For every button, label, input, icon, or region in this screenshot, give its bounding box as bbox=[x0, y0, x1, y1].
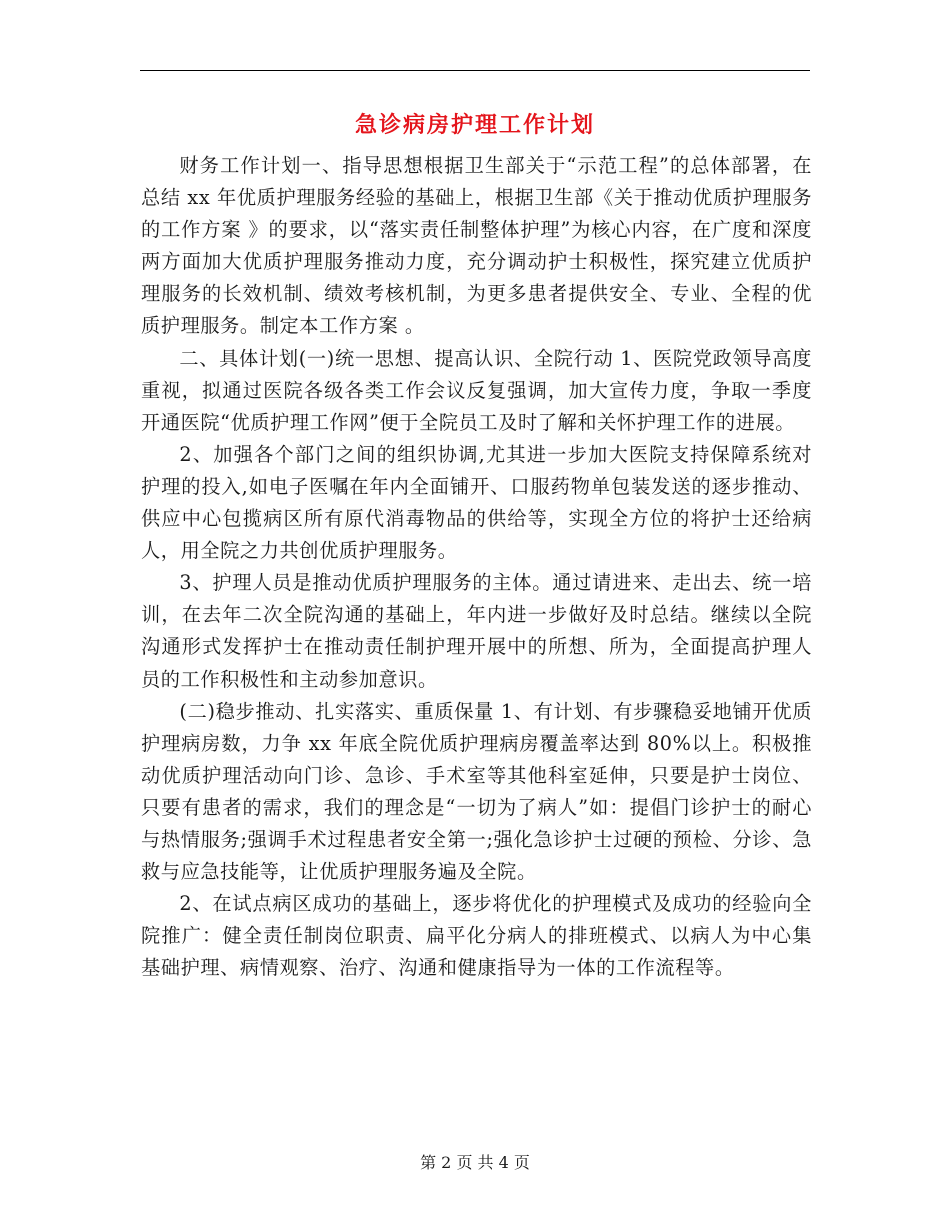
paragraph-steady-progress: (二)稳步推动、扎实落实、重质保量 1、有计划、有步骤稳妥地铺开优质护理病房数，力争 xx 年底全院优质护理病房覆盖率达到 80%以上。积极推动优质护理活动向门诊、急诊、手术室等其他科室延伸，只要是护士岗位、只要有患者的需求，我们的理念是“一切为了病人”如：提倡门诊护士的耐心与热情服务;强调手术过程患者安全第一;强化急诊护士过硬的预检、分诊、急救与应急技能等，让优质护理服务遍及全院。 bbox=[141, 699, 812, 884]
paragraph-nursing-staff: 3、护理人员是推动优质护理服务的主体。通过请进来、走出去、统一培训，在去年二次全院沟通的基础上，年内进一步做好及时总结。继续以全院沟通形式发挥护士在推动责任制护理开展中的所想、所为，全面提高护理人员的工作积极性和主动参加意识。 bbox=[141, 571, 812, 691]
paragraph-pilot-promotion: 2、在试点病区成功的基础上，逐步将优化的护理模式及成功的经验向全院推广：健全责任制岗位职责、扁平化分病人的排班模式、以病人为中心集基础护理、病情观察、治疗、沟通和健康指导为一体的工作流程等。 bbox=[141, 892, 812, 980]
paragraph-guiding-ideology: 财务工作计划一、指导思想根据卫生部关于“示范工程”的总体部署，在总结 xx 年优质护理服务经验的基础上，根据卫生部《关于推动优质护理服务的工作方案 》的要求，以“落实责任制整体护理”为核心内容，在广度和深度两方面加大优质护理服务推动力度，充分调动护士积极性，探究建立优质护理服务的长效机制、绩效考核机制，为更多患者提供安全、专业、全程的优质护理服务。制定本工作方案 。 bbox=[141, 154, 812, 338]
page-number-label: 第 2 页 共 4 页 bbox=[420, 1153, 530, 1172]
page-footer bbox=[0, 1152, 950, 1174]
header-rule bbox=[140, 70, 810, 71]
paragraph-coordination: 2、加强各个部门之间的组织协调,尤其进一步加大医院支持保障系统对护理的投入,如电子医嘱在年内全面铺开、口服药物单包装发送的逐步推动、供应中心包揽病区所有原代消毒物品的供给等，实现全方位的将护士还给病人，用全院之力共创优质护理服务。 bbox=[141, 442, 812, 563]
paragraph-specific-plan: 二、具体计划(一)统一思想、提高认识、全院行动 1、医院党政领导高度重视，拟通过医院各级各类工作会议反复强调，加大宣传力度，争取一季度开通医院“优质护理工作网”便于全院员工及时了解和关怀护理工作的进展。 bbox=[141, 346, 812, 434]
document-title: 急诊病房护理工作计划 bbox=[354, 112, 595, 138]
document-body bbox=[141, 150, 812, 984]
